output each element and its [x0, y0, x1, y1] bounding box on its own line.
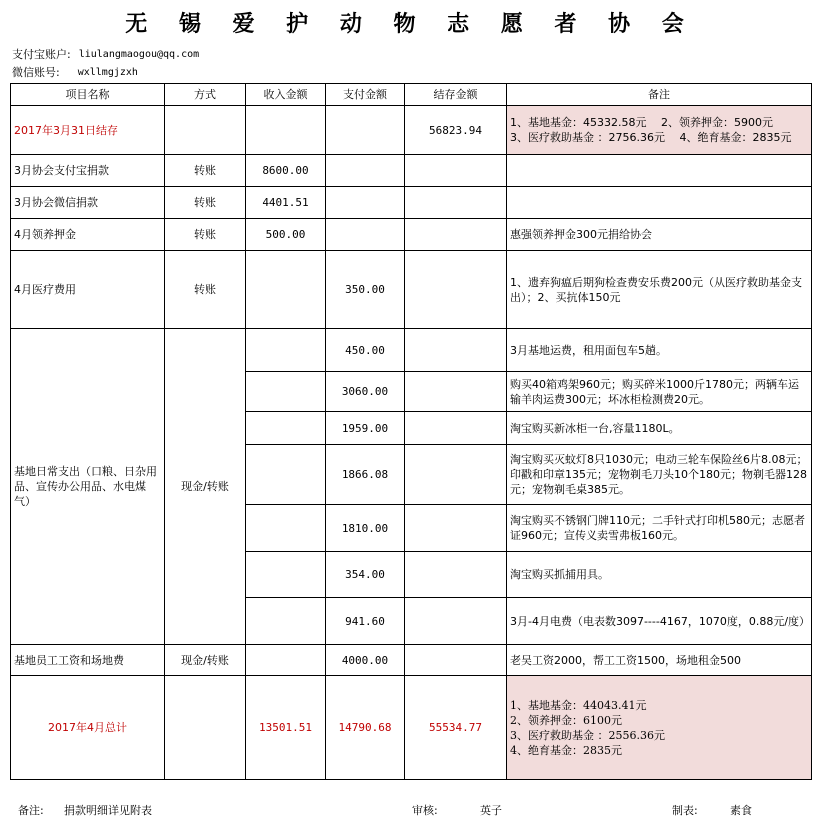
wechat-label: 微信账号: — [12, 66, 60, 79]
row-pay: 1866.08 — [326, 445, 405, 505]
row-income: 4401.51 — [246, 187, 326, 219]
total-balance: 55534.77 — [405, 676, 507, 780]
row-note: 购买40箱鸡架960元；购买碎米1000斤1780元；两辆车运输羊肉运费300元；坏冰柜检测费20元。 — [507, 372, 812, 412]
row-method: 转账 — [165, 219, 246, 251]
row-note: 老吴工资2000，帮工工资1500，场地租金500 — [507, 645, 812, 676]
row-income: 500.00 — [246, 219, 326, 251]
header-cell: 支付金额 — [326, 84, 405, 106]
header-cell: 备注 — [507, 84, 812, 106]
total-note — [507, 676, 812, 780]
carry-note — [507, 106, 812, 155]
footer-audit-label: 审核: — [412, 804, 438, 817]
carry-balance: 56823.94 — [405, 106, 507, 155]
total-name: 2017年4月总计 — [11, 676, 165, 780]
wechat-account — [12, 64, 138, 80]
alipay-label: 支付宝账户: — [12, 48, 71, 61]
footer-note-label: 备注: — [18, 804, 44, 817]
table-row — [11, 251, 812, 329]
row-note: 惠强领养押金300元捐给协会 — [507, 219, 812, 251]
header-cell: 项目名称 — [11, 84, 165, 106]
row-pay: 1959.00 — [326, 412, 405, 445]
row-method: 现金/转账 — [165, 329, 246, 645]
alipay-account — [12, 46, 199, 62]
table-row — [11, 219, 812, 251]
row-pay: 450.00 — [326, 329, 405, 372]
table-row — [11, 106, 812, 155]
table-row — [11, 187, 812, 219]
row-note: 淘宝购买新冰柜一台,容量1180L。 — [507, 412, 812, 445]
row-note: 3月-4月电费（电表数3097----4167，1070度，0.88元/度） — [507, 598, 812, 645]
row-name: 3月协会微信捐款 — [11, 187, 165, 219]
header-cell: 方式 — [165, 84, 246, 106]
page-title: 无 锡 爱 护 动 物 志 愿 者 协 会 — [125, 10, 696, 37]
row-method: 转账 — [165, 251, 246, 329]
table-row — [11, 645, 812, 676]
row-name: 4月领养押金 — [11, 219, 165, 251]
total-note-line: 1、基地基金：44043.41元 — [510, 698, 647, 712]
total-row — [11, 676, 812, 780]
row-note: 3月基地运费，租用面包车5趟。 — [507, 329, 812, 372]
row-note: 1、遗弃狗瘟后期狗检查费安乐费200元（从医疗救助基金支出）；2、买抗体150元 — [507, 251, 812, 329]
row-pay: 1810.00 — [326, 505, 405, 552]
row-pay: 354.00 — [326, 552, 405, 598]
finance-table — [10, 83, 812, 780]
total-note-line: 4、绝育基金：2835元 — [510, 743, 622, 757]
wechat-value: wxllmgjzxh — [77, 66, 138, 78]
total-pay: 14790.68 — [326, 676, 405, 780]
footer-maker-label: 制表: — [672, 804, 698, 817]
carry-note-line: 1、基地基金：45332.58元 2、领养押金：5900元 — [510, 116, 773, 129]
footer-note-value: 捐款明细详见附表 — [64, 804, 152, 817]
row-method: 转账 — [165, 155, 246, 187]
footer-audit-value: 英子 — [480, 804, 502, 817]
row-pay: 3060.00 — [326, 372, 405, 412]
row-note: 淘宝购买灭蚊灯8只1030元；电动三轮车保险丝6片8.08元；印戳和印章135元；宠物剃毛刀头10个180元；物剃毛器128元；宠物剃毛桌385元。 — [507, 445, 812, 505]
row-name: 基地日常支出（口粮、日杂用品、宣传办公用品、水电煤气） — [11, 329, 165, 645]
header-row — [11, 84, 812, 106]
row-name: 3月协会支付宝捐款 — [11, 155, 165, 187]
carry-note-line: 3、医疗救助基金 ：2756.36元 4、绝育基金：2835元 — [510, 131, 792, 144]
row-note: 淘宝购买抓捕用具。 — [507, 552, 812, 598]
row-pay: 350.00 — [326, 251, 405, 329]
total-note-line: 2、领养押金：6100元 — [510, 713, 622, 727]
row-pay: 941.60 — [326, 598, 405, 645]
row-method: 转账 — [165, 187, 246, 219]
alipay-value: liulangmaogou@qq.com — [78, 48, 200, 60]
row-pay: 4000.00 — [326, 645, 405, 676]
total-income: 13501.51 — [246, 676, 326, 780]
row-name: 基地员工工资和场地费 — [11, 645, 165, 676]
footer-maker-value: 素食 — [730, 804, 752, 817]
row-method: 现金/转账 — [165, 645, 246, 676]
table-row — [11, 329, 812, 372]
row-name: 4月医疗费用 — [11, 251, 165, 329]
footer — [0, 798, 821, 822]
carry-name: 2017年3月31日结存 — [11, 106, 165, 155]
header-cell: 结存金额 — [405, 84, 507, 106]
header-cell: 收入金额 — [246, 84, 326, 106]
table-row — [11, 155, 812, 187]
row-income: 8600.00 — [246, 155, 326, 187]
total-note-line: 3、医疗救助基金 ：2556.36元 — [510, 728, 665, 742]
row-note: 淘宝购买不锈钢门牌110元；二手针式打印机580元；志愿者证960元；宣传义卖雪弗板160元。 — [507, 505, 812, 552]
